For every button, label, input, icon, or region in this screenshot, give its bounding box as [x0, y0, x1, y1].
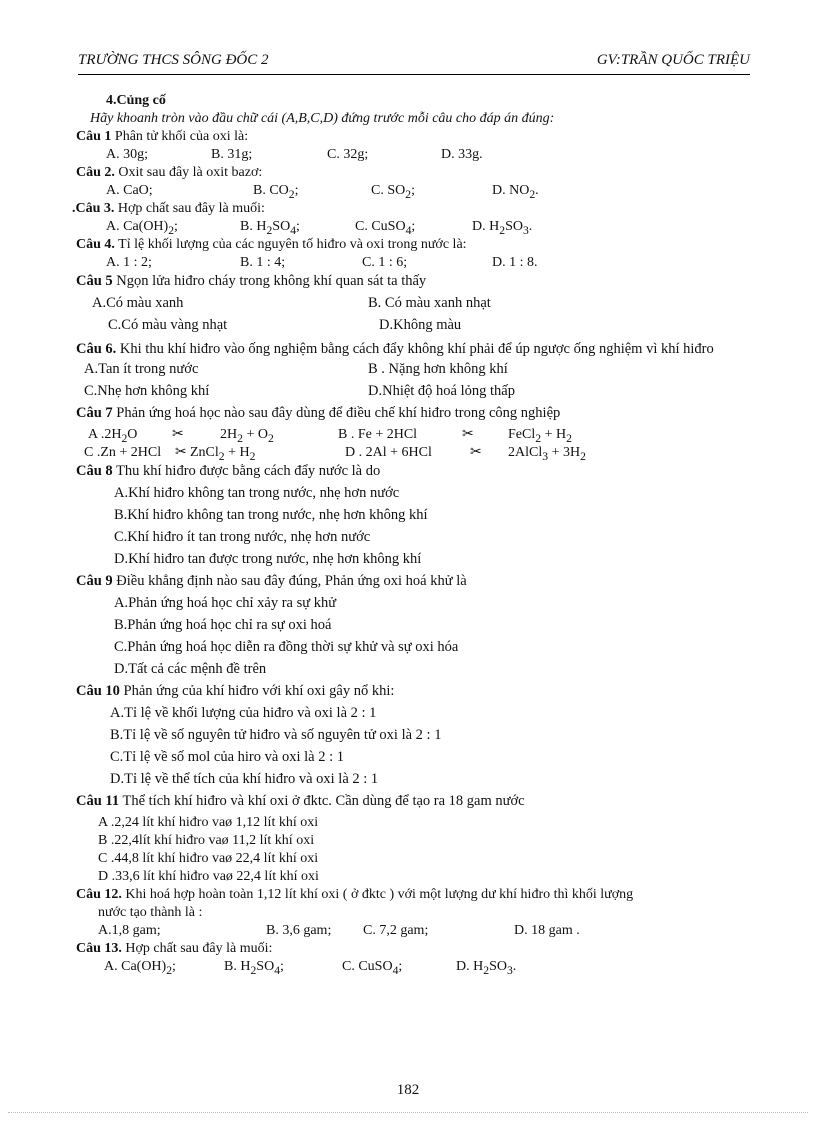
option-b: B. 31g;	[211, 147, 253, 162]
question-label: Câu 10	[76, 683, 120, 699]
question-label: Câu 5	[76, 273, 113, 289]
option-c: C. 7,2 gam;	[363, 923, 429, 938]
question-label: Câu 4.	[76, 237, 115, 252]
option-b: B.Tỉ lệ về số nguyên tử hiđro và số nguyên tử oxi là 2 : 1	[110, 727, 442, 743]
question-label: Câu 6.	[76, 341, 117, 357]
option-a: A.1,8 gam;	[98, 923, 161, 938]
option-d: D.Khí hiđro tan được trong nước, nhẹ hơn không khí	[114, 551, 422, 567]
question-label: Câu 12.	[76, 887, 122, 902]
page-bottom-divider	[8, 1112, 808, 1113]
question-12	[76, 886, 766, 904]
scissors-icon: ✂	[172, 427, 184, 442]
question-label: Câu 1	[76, 129, 112, 144]
option-d: D. $H_2SO_3$.	[456, 959, 517, 977]
question-1	[76, 128, 766, 146]
section-title: 4.Củng cố	[106, 93, 166, 108]
question-7-options-row1	[76, 426, 766, 444]
option-b: B. 1 : 4;	[240, 255, 286, 270]
option-d: D.Nhiệt độ hoá lỏng thấp	[368, 383, 515, 399]
scissors-icon: ✂	[462, 427, 474, 442]
question-text: Oxit sau đây là oxit bazơ:	[114, 165, 263, 180]
question-13-options	[76, 958, 766, 976]
option-a: A.Khí hiđro không tan trong nước, nhẹ hơn nước	[114, 485, 400, 501]
option-d: D.Tất cả các mệnh đề trên	[114, 661, 267, 677]
question-text: Thể tích khí hiđro và khí oxi ở đktc. Cần dùng để tạo ra 18 gam nước	[119, 793, 525, 809]
option-b: B.Phản ứng hoá học chỉ ra sự oxi hoá	[114, 617, 332, 633]
question-9	[76, 572, 766, 594]
question-12-continued: nước tạo thành là :	[98, 905, 203, 920]
question-text: Khi hoá hợp hoàn toàn 1,12 lít khí oxi ( ở đktc ) với một lượng dư khí hiđro thì khối lượng	[121, 887, 634, 902]
question-text: Khi thu khí hiđro vào ống nghiệm bằng cách đẩy không khí phải để úp ngược ống nghiệm vì khí hiđro	[116, 341, 714, 357]
option-d: D . 2Al + 6HCl	[345, 445, 432, 460]
option-c: C.Nhẹ hơn không khí	[84, 383, 210, 399]
option-d: D. 18 gam .	[514, 923, 580, 938]
option-a: A. 30g;	[106, 147, 148, 162]
question-3-options	[76, 218, 766, 236]
question-1-options	[76, 146, 766, 164]
question-4-options	[76, 254, 766, 272]
option-b: B . Fe + 2HCl	[338, 427, 418, 442]
question-text: Phân tử khối của oxi là:	[111, 129, 249, 144]
option-d-product: 2AlCl$_3$ + $3H_2$	[508, 445, 586, 463]
option-c: C. 1 : 6;	[362, 255, 408, 270]
option-d: D.Tỉ lệ về thể tích của khí hiđro và oxi là 2 : 1	[110, 771, 379, 787]
question-5-options-row2	[76, 316, 766, 338]
page-number: 182	[396, 1082, 420, 1098]
page-header	[78, 52, 750, 75]
header-teacher: GV:TRẦN QUỐC TRIỆU	[596, 52, 750, 68]
option-b: B. 3,6 gam;	[266, 923, 332, 938]
question-4	[76, 236, 766, 254]
option-c: C.Có màu vàng nhạt	[108, 317, 228, 333]
question-text: Thu khí hiđro được bằng cách đẩy nước là do	[112, 463, 381, 479]
question-2	[76, 164, 766, 182]
option-c: C. $SO_2$;	[371, 183, 415, 201]
option-d: D. $H_2SO_3$.	[472, 219, 533, 237]
option-c: C. CuSO$_4$;	[355, 219, 416, 237]
question-7-options-row2	[76, 444, 766, 462]
option-a: A. $Ca(OH)_2$;	[106, 219, 178, 237]
option-a: A.Tỉ lệ về khối lượng của hiđro và oxi là 2 : 1	[110, 705, 377, 721]
question-8	[76, 462, 766, 484]
option-b-product: FeCl$_2$ + $H_2$	[508, 427, 572, 445]
scissors-icon: ✂	[175, 445, 187, 460]
question-12-options	[76, 922, 766, 940]
option-b: B. Có màu xanh nhạt	[368, 295, 491, 311]
option-b: B. $CO_2$;	[253, 183, 299, 201]
question-6	[76, 338, 766, 360]
option-a: A .2,24 lít khí hiđro vaø 1,12 lít khí oxi	[98, 815, 319, 830]
question-text: Ngọn lửa hiđro cháy trong không khí quan sát ta thấy	[112, 273, 427, 289]
question-label: Câu 7	[76, 405, 113, 421]
option-c: C. 32g;	[327, 147, 369, 162]
option-a: A.Tan ít trong nước	[84, 361, 199, 377]
question-6-options-row1	[76, 360, 766, 382]
question-text: Phản ứng của khí hiđro với khí oxi gây nổ khi:	[119, 683, 395, 699]
option-d: D. $NO_2$.	[492, 183, 539, 201]
question-13	[76, 940, 766, 958]
option-c: C .Zn + 2HCl	[84, 445, 162, 460]
question-text: Hợp chất sau đây là muối:	[121, 941, 273, 956]
option-a-product: $2H_2 + O_2$	[220, 427, 274, 445]
question-text: Điều khẳng định nào sau đây đúng, Phản ứng oxi hoá khử là	[112, 573, 467, 589]
option-b: B . Nặng hơn không khí	[368, 361, 508, 377]
option-d: D.Không màu	[379, 317, 462, 333]
option-b: B .22,4lít khí hiđro vaø 11,2 lít khí oxi	[98, 833, 315, 848]
question-text: Phản ứng hoá học nào sau đây dùng để điều chế khí hiđro trong công nghiệp	[112, 405, 561, 421]
question-10	[76, 682, 766, 704]
option-c: C.Khí hiđro ít tan trong nước, nhẹ hơn nước	[114, 529, 371, 545]
quiz-content	[72, 92, 766, 977]
option-a: A $.2H_2O$	[88, 427, 138, 445]
question-label: Câu 9	[76, 573, 113, 589]
question-3	[72, 200, 766, 218]
question-label: Câu 2.	[76, 165, 115, 180]
question-label: .Câu 3.	[72, 201, 115, 216]
option-c: C.Tỉ lệ về số mol của hiro và oxi là 2 : 1	[110, 749, 344, 765]
option-c: C.Phản ứng hoá học diễn ra đồng thời sự khử và sự oxi hóa	[114, 639, 459, 655]
option-c-product: ZnCl$_2$ + $H_2$	[190, 445, 256, 463]
question-11	[76, 792, 766, 814]
question-5	[76, 272, 766, 294]
option-d: D. 1 : 8.	[492, 255, 538, 270]
question-text: Hợp chất sau đây là muối:	[114, 201, 265, 216]
question-label: Câu 8	[76, 463, 113, 479]
option-a: A. $Ca(OH)_2$;	[104, 959, 176, 977]
question-label: Câu 11	[76, 793, 120, 809]
option-c: C. CuSO$_4$;	[342, 959, 403, 977]
option-a: A.Có màu xanh	[92, 295, 184, 311]
option-d: D. 33g.	[441, 147, 483, 162]
option-a: A. CaO;	[106, 183, 153, 198]
question-5-options-row1	[76, 294, 766, 316]
question-label: Câu 13.	[76, 941, 122, 956]
question-6-options-row2	[76, 382, 766, 404]
option-a: A. 1 : 2;	[106, 255, 152, 270]
option-b: B. $H_2SO_4$;	[224, 959, 284, 977]
option-b: B.Khí hiđro không tan trong nước, nhẹ hơn không khí	[114, 507, 428, 523]
header-school: TRƯỜNG THCS SÔNG ĐỐC 2	[78, 52, 269, 68]
question-text: Tỉ lệ khối lượng của các nguyên tố hiđro và oxi trong nước là:	[114, 237, 467, 252]
scissors-icon: ✂	[470, 445, 482, 460]
option-d: D .33,6 lít khí hiđro vaø 22,4 lít khí oxi	[98, 869, 319, 884]
question-7	[76, 404, 766, 426]
instruction: Hãy khoanh tròn vào đầu chữ cái (A,B,C,D) đứng trước mỗi câu cho đáp án đúng:	[90, 111, 555, 126]
option-b: B. $H_2SO_4$;	[240, 219, 300, 237]
option-a: A.Phản ứng hoá học chỉ xảy ra sự khử	[114, 595, 337, 611]
question-2-options	[76, 182, 766, 200]
option-c: C .44,8 lít khí hiđro vaø 22,4 lít khí oxi	[98, 851, 319, 866]
